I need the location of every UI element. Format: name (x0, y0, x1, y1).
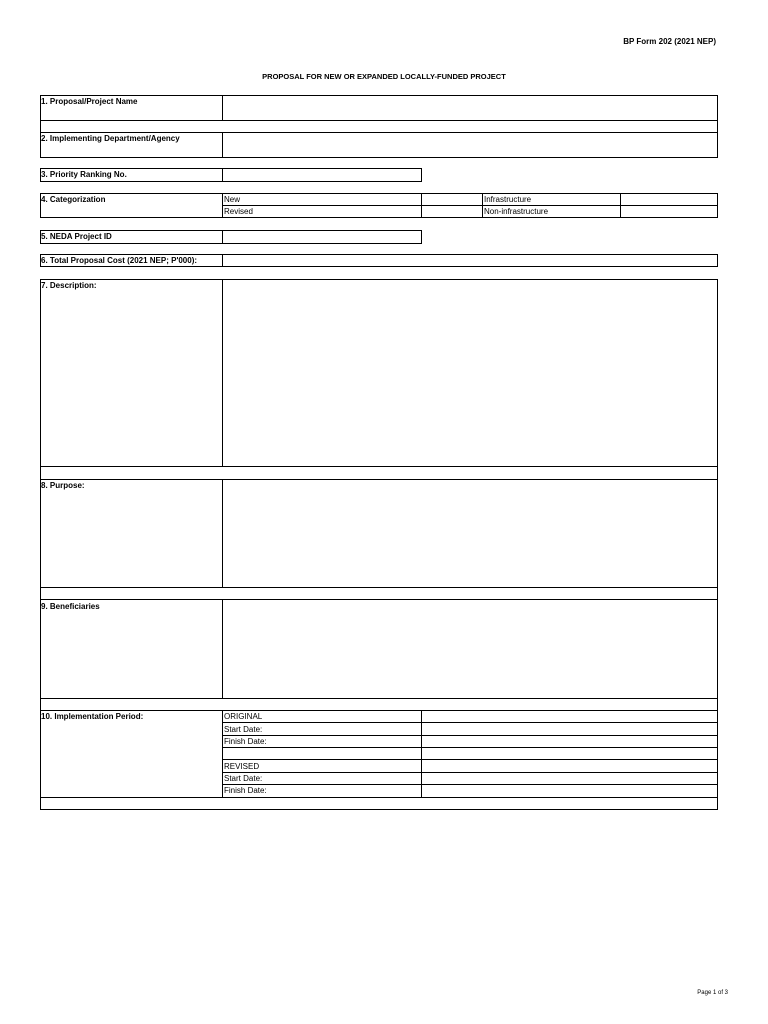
divider (40, 587, 718, 588)
category-revised-mark[interactable] (422, 206, 482, 217)
beneficiaries-label: 9. Beneficiaries (41, 602, 100, 611)
page-number: Page 1 of 3 (697, 990, 728, 996)
description-field[interactable] (223, 280, 717, 465)
category-revised: Revised (224, 207, 253, 216)
original-start-field[interactable] (422, 723, 717, 734)
neda-label: 5. NEDA Project ID (41, 232, 112, 241)
original-finish-field[interactable] (422, 736, 717, 747)
divider (222, 747, 718, 748)
form-title: PROPOSAL FOR NEW OR EXPANDED LOCALLY-FUNDED PROJECT (262, 72, 506, 81)
category-infrastructure: Infrastructure (484, 195, 532, 204)
form-number: BP Form 202 (2021 NEP) (623, 37, 716, 46)
beneficiaries-field[interactable] (223, 600, 717, 697)
divider (40, 698, 718, 699)
original-finish-label: Finish Date: (224, 737, 267, 746)
revised-start-label: Start Date: (224, 774, 263, 783)
description-label: 7. Description: (41, 281, 97, 290)
priority-label: 3. Priority Ranking No. (41, 170, 127, 179)
original-label: ORIGINAL (224, 712, 263, 721)
total-cost-label: 6. Total Proposal Cost (2021 NEP; P'000): (41, 256, 198, 265)
purpose-label: 8. Purpose: (41, 481, 85, 490)
divider (40, 797, 718, 798)
categorization-label: 4. Categorization (41, 195, 106, 204)
project-name-label: 1. Proposal/Project Name (41, 97, 138, 106)
category-new-mark[interactable] (422, 194, 482, 205)
divider (40, 466, 718, 467)
implementation-label: 10. Implementation Period: (41, 712, 144, 721)
priority-field[interactable] (223, 169, 421, 181)
total-cost-field[interactable] (223, 255, 717, 266)
category-non-infrastructure: Non-infrastructure (484, 207, 549, 216)
category-infrastructure-mark[interactable] (621, 194, 717, 205)
revised-finish-label: Finish Date: (224, 786, 267, 795)
neda-field[interactable] (223, 231, 421, 243)
purpose-field[interactable] (223, 480, 717, 586)
department-label: 2. Implementing Department/Agency (41, 134, 180, 143)
divider (222, 759, 718, 760)
revised-label: REVISED (224, 762, 260, 771)
category-non-infrastructure-mark[interactable] (621, 206, 717, 217)
department-field[interactable] (223, 133, 717, 157)
revised-start-field[interactable] (422, 773, 717, 784)
category-new: New (224, 195, 241, 204)
project-name-field[interactable] (223, 96, 717, 120)
revised-finish-field[interactable] (422, 785, 717, 796)
original-start-label: Start Date: (224, 725, 263, 734)
